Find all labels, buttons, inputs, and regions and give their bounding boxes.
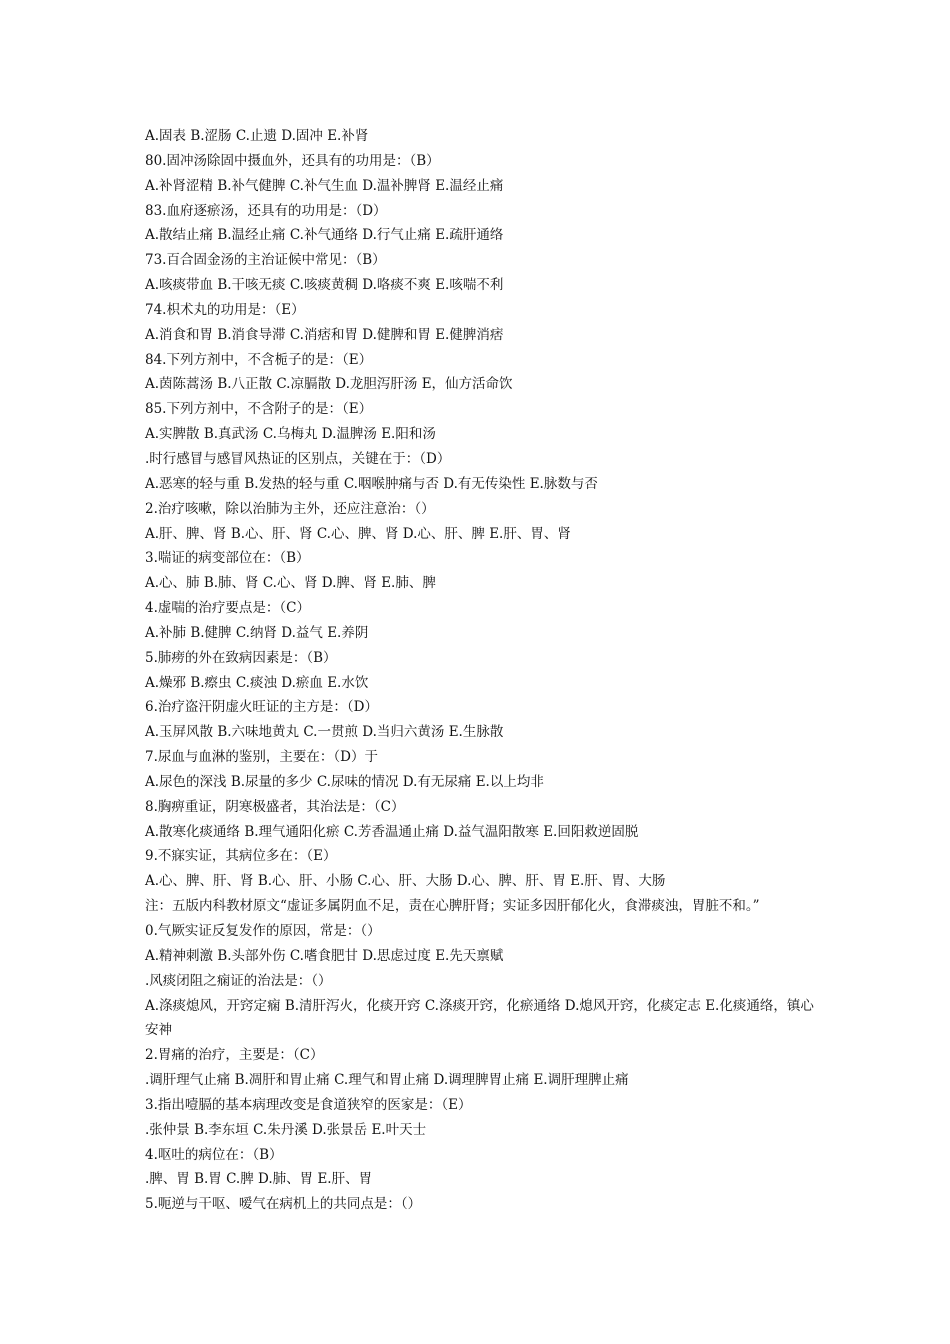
- option-line: A.消食和胃 B.消食导滞 C.消痞和胃 D.健脾和胃 E.健脾消痞: [145, 326, 504, 343]
- option-line: A.咳痰带血 B.干咳无痰 C.咳痰黄稠 D.咯痰不爽 E.咳喘不利: [145, 277, 504, 294]
- question-line: 5.呃逆与干呕、嗳气在病机上的共同点是：（）: [145, 1196, 422, 1213]
- option-line: A.恶寒的轻与重 B.发热的轻与重 C.咽喉肿痛与否 D.有无传染性 E.脉数与否: [145, 475, 598, 492]
- option-line: A.心、肺 B.肺、肾 C.心、肾 D.脾、肾 E.肺、脾: [145, 575, 436, 592]
- question-line: 5.肺痨的外在致病因素是：（B）: [145, 649, 337, 666]
- option-line: A.燥邪 B.瘵虫 C.痰浊 D.瘀血 E.水饮: [145, 674, 369, 691]
- option-line: A.补肾涩精 B.补气健脾 C.补气生血 D.温补脾肾 E.温经止痛: [145, 177, 504, 194]
- question-line: 3.指出噎膈的基本病理改变是食道狭窄的医家是：（E）: [145, 1096, 472, 1113]
- option-line: A.心、脾、肝、肾 B.心、肝、小肠 C.心、肝、大肠 D.心、脾、肝、胃 E.肝、胃、大肠: [145, 873, 666, 890]
- question-line: 4.呕吐的病位在：（B）: [145, 1146, 283, 1163]
- option-line: A.实脾散 B.真武汤 C.乌梅丸 D.温脾汤 E.阳和汤: [145, 426, 436, 443]
- question-line: 73.百合固金汤的主治证候中常见：（B）: [145, 252, 386, 269]
- question-line: 84.下列方剂中，不含栀子的是：（E）: [145, 351, 373, 368]
- option-line: A.肝、脾、肾 B.心、肝、肾 C.心、脾、肾 D.心、肝、脾 E.肝、胃、肾: [145, 525, 571, 542]
- question-line: .时行感冒与感冒风热证的区别点，关键在于：（D）: [145, 450, 451, 467]
- option-line: A.玉屏风散 B.六味地黄丸 C.一贯煎 D.当归六黄汤 E.生脉散: [145, 724, 504, 741]
- question-line: 7.尿血与血淋的鉴别，主要在：（D）于: [145, 749, 378, 766]
- option-line: A.茵陈蒿汤 B.八正散 C.凉膈散 D.龙胆泻肝汤 E，仙方活命饮: [145, 376, 513, 393]
- question-line: 6.治疗盗汗阴虚火旺证的主方是：（D）: [145, 699, 378, 716]
- option-line: A.散寒化痰通络 B.理气通阳化瘀 C.芳香温通止痛 D.益气温阳散寒 E.回阳救逆固脱: [145, 823, 639, 840]
- question-line: 74.枳术丸的功用是：（E）: [145, 301, 305, 318]
- option-line: .调肝理气止痛 B.凋肝和胃止痛 C.理气和胃止痛 D.调理脾胃止痛 E.调肝理脾止痛: [145, 1072, 629, 1089]
- question-line: 0.气厥实证反复发作的原因，常是：（）: [145, 923, 381, 939]
- question-line: 85.下列方剂中，不含附子的是：（E）: [145, 401, 373, 418]
- document-body: [145, 124, 815, 1217]
- question-line: 9.不寐实证，其病位多在：（E）: [145, 848, 337, 865]
- question-line: 2.胃痛的治疗，主要是：（C）: [145, 1047, 324, 1064]
- option-line: .脾、胃 B.胃 C.脾 D.肺、胃 E.肝、胃: [145, 1171, 373, 1188]
- option-line: .张仲景 B.李东垣 C.朱丹溪 D.张景岳 E.叶天士: [145, 1121, 427, 1138]
- option-line: A.补肺 B.健脾 C.纳肾 D.益气 E.养阴: [145, 624, 369, 641]
- option-line: A.固表 B.涩肠 C.止遗 D.固冲 E.补肾: [145, 128, 369, 144]
- question-line: 4.虚喘的治疗要点是：（C）: [145, 600, 310, 617]
- question-line: 83.血府逐瘀汤，还具有的功用是：（D）: [145, 202, 387, 219]
- question-line: 80.固冲汤除固中摄血外，还具有的功用是：（B）: [145, 152, 440, 169]
- question-line: .风痰闭阻之痫证的治法是：（）: [145, 972, 332, 989]
- question-line: 2.治疗咳嗽，除以治肺为主外，还应注意治：（）: [145, 500, 435, 517]
- option-line: A.散结止痛 B.温经止痛 C.补气通络 D.行气止痛 E.疏肝通络: [145, 227, 504, 244]
- option-line: A.尿色的深浅 B.尿量的多少 C.尿味的情况 D.有无尿痛 E.以上均非: [145, 773, 544, 790]
- option-line: A.精神刺激 B.头部外伤 C.嗜食肥甘 D.思虑过度 E.先天禀赋: [145, 947, 504, 964]
- question-line: 3.喘证的病变部位在：（B）: [145, 550, 310, 567]
- question-line: 8.胸痹重证，阴寒极盛者，其治法是：（C）: [145, 798, 405, 815]
- note-line: 注：五版内科教材原文“虚证多属阴血不足，责在心脾肝肾；实证多因肝郁化火，食滞痰浊，胃脏不和。”: [145, 898, 760, 915]
- option-line: A.涤痰熄风，开窍定痫 B.清肝泻火，化痰开窍 C.涤痰开窍，化瘀通络 D.熄风开窍，化痰定志 E.化痰通络，镇心安神: [145, 997, 814, 1039]
